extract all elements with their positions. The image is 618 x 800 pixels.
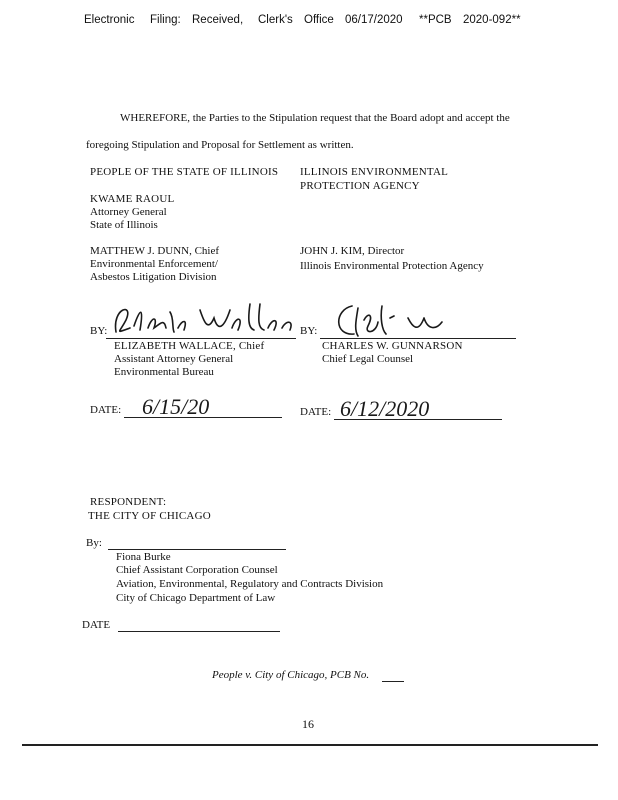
left-party-name: PEOPLE OF THE STATE OF ILLINOIS [90, 166, 279, 178]
pcb-number-blank [382, 681, 404, 682]
footer-rule [22, 744, 598, 746]
header-word-filing: Filing: [150, 14, 181, 26]
respondent-signer-title-1: Chief Assistant Corporation Counsel [116, 564, 278, 576]
right-date-label: DATE: [300, 406, 332, 418]
respondent-signer-title-3: City of Chicago Department of Law [116, 592, 276, 604]
header-word-office: Office [304, 14, 334, 26]
right-party-name-line-1: ILLINOIS ENVIRONMENTAL [300, 166, 449, 178]
respondent-date-line [118, 631, 280, 632]
attorney-general-name: KWAME RAOUL [90, 193, 175, 205]
case-caption [212, 669, 369, 682]
paragraph-line-2: foregoing Stipulation and Proposal for Settlement as written. [86, 139, 354, 151]
respondent-signer-title-2: Aviation, Environmental, Regulatory and Contracts Division [116, 578, 384, 590]
attorney-general-title: Attorney General [90, 206, 167, 218]
left-date-label: DATE: [90, 404, 122, 416]
attorney-general-state: State of Illinois [90, 219, 158, 231]
respondent-signature-line [108, 549, 286, 550]
right-by-label: BY: [300, 325, 318, 337]
page-number: 16 [302, 717, 314, 731]
left-signatory-title-2: Environmental Bureau [114, 366, 214, 378]
chief-name: MATTHEW J. DUNN, Chief [90, 245, 220, 257]
respondent-label: RESPONDENT: [90, 496, 167, 508]
chief-title-line-1: Environmental Enforcement/ [90, 258, 218, 270]
respondent-signer-name: Fiona Burke [116, 551, 171, 563]
header-case-number: 2020-092** [463, 14, 521, 26]
case-caption-text: People v. City of Chicago, PCB No. [212, 669, 370, 681]
chief-title-line-2: Asbestos Litigation Division [90, 271, 217, 283]
right-signatory-title: Chief Legal Counsel [322, 353, 414, 365]
right-signature-image [328, 300, 448, 342]
left-signatory-name: ELIZABETH WALLACE, Chief [114, 340, 265, 352]
respondent-name: THE CITY OF CHICAGO [88, 510, 211, 522]
left-date-value: 6/15/20 [142, 394, 210, 419]
left-by-label: BY: [90, 325, 108, 337]
header-word-electronic: Electronic [84, 14, 135, 26]
header-date: 06/17/2020 [345, 14, 403, 26]
director-title: Illinois Environmental Protection Agency [300, 260, 484, 272]
right-signatory-name: CHARLES W. GUNNARSON [322, 340, 463, 352]
left-signatory-title-1: Assistant Attorney General [114, 353, 234, 365]
director-name: JOHN J. KIM, Director [300, 245, 405, 257]
header-word-received: Received, [192, 14, 244, 26]
respondent-date-label: DATE [82, 619, 111, 631]
respondent-by-label: By: [86, 537, 102, 549]
header-word-clerks: Clerk's [258, 14, 293, 26]
paragraph-line-1: WHEREFORE, the Parties to the Stipulation request that the Board adopt and accept the [120, 112, 510, 124]
right-date-value: 6/12/2020 [340, 396, 430, 421]
header-case: **PCB [419, 14, 452, 26]
left-signature-image [104, 298, 300, 344]
right-party-name-line-2: PROTECTION AGENCY [300, 180, 420, 192]
